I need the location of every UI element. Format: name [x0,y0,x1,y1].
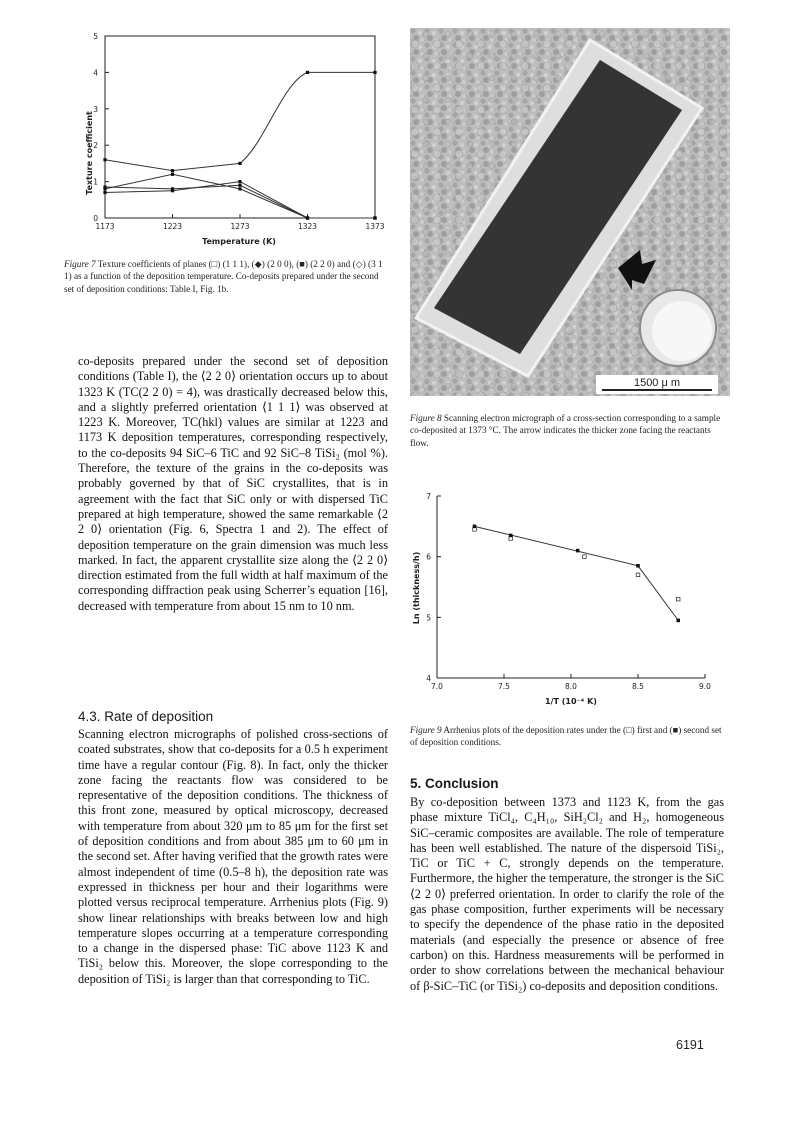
fig7-series-line [105,72,375,170]
conclusion-paragraph: By co-deposition between 1373 and 1123 K, from the gas phase mixture TiCl₄, C₄H₁₀, SiH₂Cl₂ and H₂, homogeneous SiC–ceramic composites are available. The role of temperature has been well established. The nature of the dispersoid TiSi₂, TiC or TiC + C, strongly depends on the temperature. Furthermore, the higher the temperature, the stronger is the SiC ⟨2 2 0⟩ preferred orientation. In order to clarify the role of the gas phase composition, further experiments will be necessary to specify the dependence of the phase ratio in the deposited materials (and especially the presence or absence of free carbon) on this. Hardness measurements will be performed in order to show correlations between the mechanical behaviour of β-SiC–TiC (or TiSi₂) co-deposits and deposition conditions. [410,795,724,993]
figure-8-label: Figure 8 [410,413,442,423]
fig9-fit-line [475,526,638,565]
fig9-point-filled [576,549,580,553]
fig7-ytick-label: 2 [93,141,98,151]
figure-9-caption [410,724,724,749]
fig7-data-point [238,162,241,165]
fig9-xlabel: 1/T (10⁻⁴ K) [545,697,597,706]
fig7-data-point [306,216,309,219]
fig9-point-open [676,597,680,601]
fig9-ytick-label: 4 [426,674,431,683]
fig7-data-point [103,185,106,188]
fig9-point-filled [473,525,477,529]
fig9-ytick-label: 7 [426,492,431,501]
fig7-data-point [103,158,106,161]
fig7-ytick-label: 3 [93,104,98,114]
fig7-xtick-label: 1223 [162,222,183,231]
section-heading-conclusion: 5. Conclusion [410,776,499,791]
fig7-data-point [373,216,376,219]
fig9-point-filled [509,534,513,538]
fig9-point-open [583,555,587,559]
fig9-xtick-label: 7.0 [431,682,443,691]
fig7-data-point [171,173,174,176]
fig9-xtick-label: 8.5 [632,682,644,691]
figure-9-label: Figure 9 [410,725,442,735]
left-column-paragraph-1: co-deposits prepared under the second set of deposition conditions (Table I), the ⟨2 2 0⟩ orientation occurs up to about 1323 K (TC(2 2 0) = 4), was drastically decreased below this, and a slightly preferred orientation ⟨1 1 1⟩ was observed at 1223 K. Moreover, TC(hkl) values are similar at 1223 and 1173 K deposition temperatures, corresponding respectively, to the co-deposits 94 SiC–6 TiC and 92 SiC–8 TiSi₂ (mol %). Therefore, the texture of the grains in the co-deposits was probably governed by that of SiC crystallites, that is in agreement with the fact that SiC only or with dispersed TiC prepared at high temperature, showed the same remarkable ⟨2 2 0⟩ orientation (Fig. 6, Spectra 1 and 2). The effect of deposition temperature on the grain dimension was much less marked. In fact, the apparent crystallite size along the ⟨2 2 0⟩ direction estimated from the full width at half maximum of the corresponding diffraction peak using Scherrer’s equation [16], decreased with temperature from about 15 nm to 10 nm. [78,354,388,613]
fig9-point-filled [636,564,640,568]
fig7-xtick-label: 1273 [230,222,250,231]
fig7-plot-frame [105,36,375,218]
figure-8-micrograph [410,28,730,396]
figure-9-chart [405,490,725,720]
fig7-data-point [373,71,376,74]
fig7-ylabel: Texture coefficient [85,111,94,195]
fig7-xtick-label: 1173 [95,222,115,231]
figure-8-caption-text: Scanning electron micrograph of a cross-section corresponding to a sample co-deposited at 1373 °C. The arrow indicates the thicker zone facing the reactants flow. [410,413,721,448]
fig7-ytick-label: 1 [93,177,98,187]
fig9-ylabel: Ln (thickness/h) [412,551,421,625]
fig7-data-point [238,187,241,190]
figure-7-label: Figure 7 [64,259,96,269]
fig9-fit-line [638,566,678,621]
fig7-ytick-label: 4 [93,68,98,78]
fig7-xtick-label: 1323 [297,222,318,231]
figure-8-caption [410,412,724,449]
fig7-data-point [238,180,241,183]
fig9-xtick-label: 7.5 [498,682,510,691]
figure-7-caption [64,258,390,295]
fig9-xtick-label: 9.0 [699,682,711,691]
fig7-xlabel: Temperature (K) [202,237,276,246]
figure-7-caption-text: Texture coefficients of planes (□) (1 1 1), (◆) (2 0 0), (■) (2 2 0) and (◇) (3 1 1) as a function of the deposition temperature. Co-deposits prepared under the second set of deposition conditions: Table I, Fig. 1b. [64,259,383,294]
scale-bar-label: 1500 μ m [633,377,681,389]
fig9-ytick-label: 5 [426,613,431,623]
fig7-ytick-label: 5 [93,32,98,41]
fig7-data-point [306,71,309,74]
fig7-xtick-label: 1373 [365,222,385,231]
page-number: 6191 [676,1038,704,1052]
fig7-ytick-label: 0 [93,214,98,223]
fig7-data-point [238,184,241,187]
fig9-ytick-label: 6 [426,552,431,562]
section-heading-4-3: 4.3. Rate of deposition [78,709,214,724]
figure-7-chart [70,28,390,253]
fig7-series-line [105,182,375,218]
fig9-point-filled [676,619,680,623]
fig7-data-point [103,191,106,194]
fig7-data-point [171,189,174,192]
fig7-data-point [171,169,174,172]
fig9-point-open [636,573,640,577]
left-column-paragraph-2: Scanning electron micrographs of polished cross-sections of coated substrates, show that co-deposits for a 0.5 h experiment time have a regular contour (Fig. 8). In fact, only the thicker zone facing the reactants flow was considered to be representative of the deposition conditions. The thickness of this front zone, measured by optical microscopy, decreased with temperature from about 320 μm to 85 μm for the first set of deposition conditions and from about 385 μm to 60 μm in the second set. After having verified that the growth rates were almost independent of time (0.5–8 h), the deposition rate was expressed in thickness per hour and their logarithms were plotted versus reciprocal temperature. Arrhenius plots (Fig. 9) show linear relationships with breaks between low and high temperature slopes occurring at a temperature corresponding to a change in the dispersed phase: TiC above 1123 K and TiSi₂ below this. Moreover, the slope corresponding to the deposition of TiSi₂ is larger than that corresponding to TiC. [78,727,388,986]
fig9-xtick-label: 8.0 [565,682,577,691]
figure-9-caption-text: Arrhenius plots of the deposition rates under the (□) first and (■) second set of deposition conditions. [410,725,722,748]
